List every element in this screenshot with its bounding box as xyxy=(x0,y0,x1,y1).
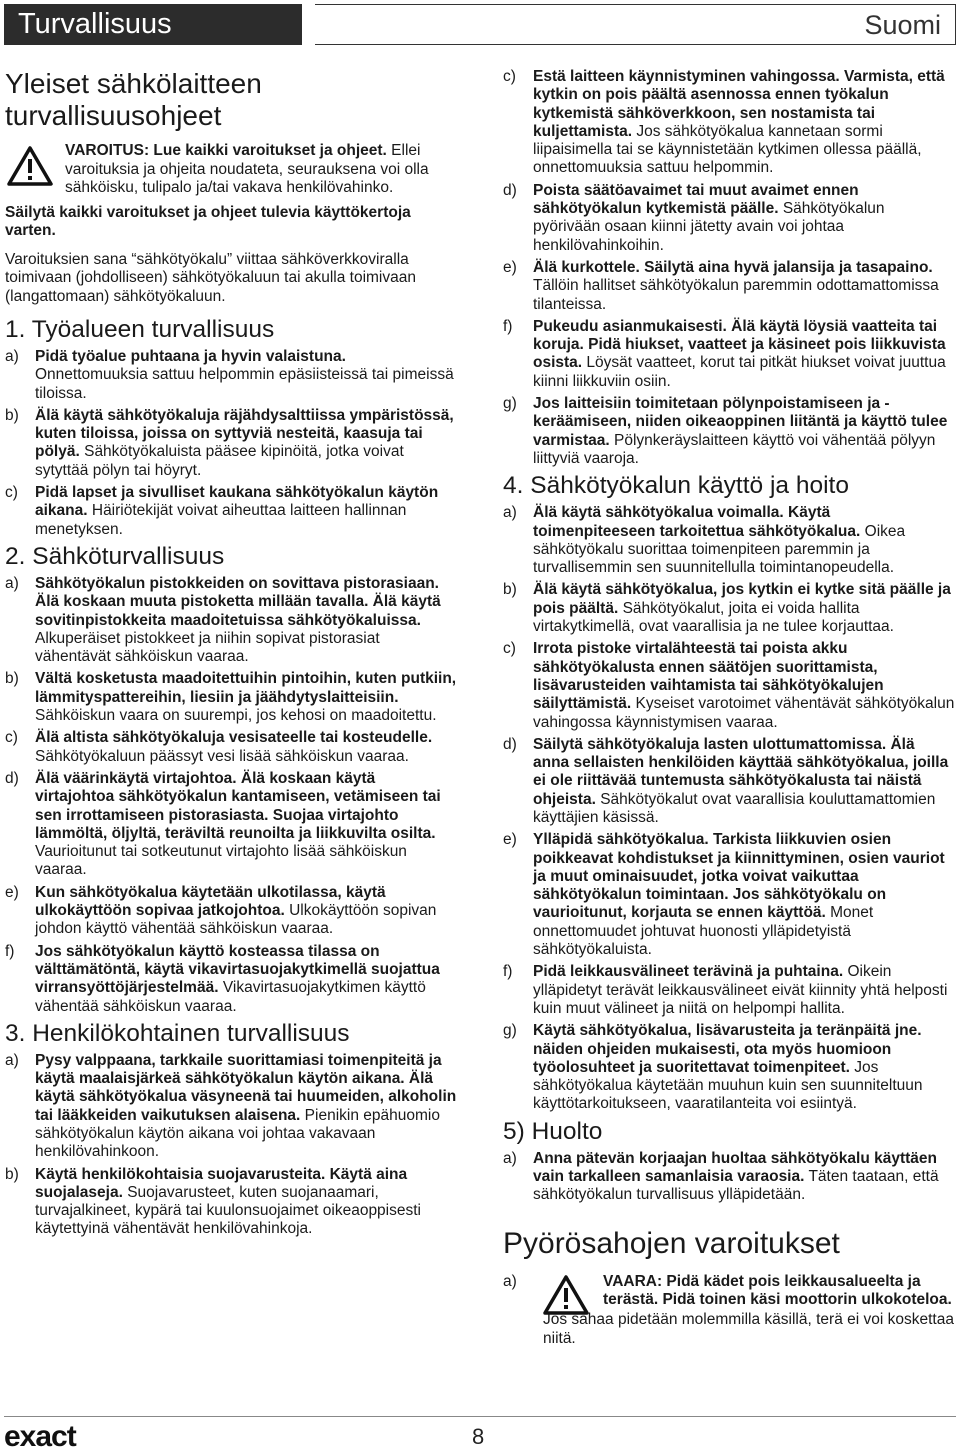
section-4-title: 4. Sähkötyökalun käyttö ja hoito xyxy=(503,472,849,500)
right-column xyxy=(503,68,955,1348)
list-item: c) Estä laitteen käynnistyminen vahingossa. Varmista, että kytkin on pois päältä asennossa ennen työkalun kytkemistä sähköverkkoon, sen nostamista tai kuljettamista. Jos sähkötyökalua kannetaan sormi liipaisimella tai se käynnistetään kytkimen ollessa päällä, onnettomuuksia sattuu helpommin. xyxy=(503,68,945,177)
list-item: d) Säilytä sähkötyökaluja lasten ulottumattomissa. Älä anna sellaisten henkilöiden käyttää sähkötyökalua, joilla ei ole riittävää tuntemusta sähkötyökalusta tai näistä ohjeista. Sähkötyökalut ovat vaarallisia kouluttamattomien käyttäjien käsissä. xyxy=(503,735,949,826)
saw-section-title: Pyörösahojen varoitukset xyxy=(503,1226,840,1260)
footer-divider xyxy=(4,1416,956,1417)
left-column xyxy=(5,68,457,1243)
warning-triangle-icon xyxy=(7,146,53,186)
list-item: a) Anna pätevän korjaajan huoltaa sähkötyökalu käyttäen vain tarkalleen samanlaisia varaosia. Täten taataan, että sähkötyökalun turvallisuus ylläpidetään. xyxy=(503,1149,939,1204)
section-5-title: 5) Huolto xyxy=(503,1117,603,1145)
list-item: e) Älä kurkottele. Säilytä aina hyvä jalansija ja tasapaino. Tällöin hallitset sähkötyökalun paremmin odottamattomissa tilanteissa. xyxy=(503,258,939,313)
page-number: 8 xyxy=(472,1424,485,1449)
list-item: e) Ylläpidä sähkötyökalua. Tarkista liikkuvien osien poikkeavat kohdistukset ja kiinnittyminen, osien vauriot ja muut ominaisuudet, jotka voivat vaikuttaa sähkötyökalun toimintaan. Jos sähkötyökalu on vaurioitunut, korjauta se ennen käyttöä. Monet onnettomuudet johtuvat huonosti ylläpidetyistä sähkötyökaluista. xyxy=(503,831,945,959)
list-item: c) Älä altista sähkötyökaluja vesisateelle tai kosteudelle. Sähkötyökaluun päässyt vesi lisää sähköiskun vaaraa. xyxy=(5,729,433,765)
list-item: a) Älä käytä sähkötyökalua voimalla. Käytä toimenpiteeseen tarkoitettua sähkötyökalua. Oikea sähkötyökalu suorittaa toimenpiteen paremmin ja turvallisemmin sen suunnitellulla toimintanopeudella. xyxy=(503,504,906,577)
list-item: a) Pysy valppaana, tarkkaile suorittamiasi toimenpiteitä ja käytä maalaisjärkeä sähkötyökalun käytön aikana. Älä käytä sähkötyökalua väsyneenä tai huumeiden, alkoholin tai lääkkeiden vaikutuksen alaisena. Pienikin epähuomio sähkötyökalun käytön aikana voi johtaa vakavaan henkilövahinkoon. xyxy=(5,1051,457,1161)
list-item: b) Älä käytä sähkötyökalua, jos kytkin ei kytke sitä päälle ja pois päältä. Sähkötyökalut, joita ei voida hallita virtakytkimellä, ovat vaarallisia ja ne tulee korjauttaa. xyxy=(503,581,951,636)
section-1-list xyxy=(5,348,457,539)
list-item: g) Jos laitteisiin toimitetaan pölynpoistamiseen ja -keräämiseen, niiden oikeaoppinen liitäntä ja käyttö tulee varmistaa. Pölynkeräyslaitteen käyttö voi vähentää pölyyn liittyviä vaaroja. xyxy=(503,395,948,467)
brand-logo: exact xyxy=(4,1420,76,1453)
list-item: d) Poista säätöavaimet tai muut avaimet ennen sähkötyökalun kytkemistä päälle. Sähkötyökalun pyörivään osaan kiinni jätetty avain voi johtaa henkilövahinkoihin. xyxy=(503,181,885,254)
saw-warning-label: a) xyxy=(503,1272,517,1290)
saw-warning xyxy=(503,1273,955,1348)
warning-text: Ellei varoituksia ja ohjeita noudateta, seurauksena voi olla sähköisku, tulipalo ja/tai vakava henkilövahinko. xyxy=(65,142,429,196)
saw-warning-text: Jos sahaa pidetään molemmilla käsillä, terä ei voi koskettaa niitä. xyxy=(543,1311,954,1347)
list-item: f) Jos sähkötyökalun käyttö kosteassa tilassa on välttämätöntä, käytä vikavirtasuojakytkimellä suojattua virransyöttöjärjestelmää. Vikavirtasuojakytkimen käyttö vähentää sähköiskun vaaraa. xyxy=(5,942,440,1015)
list-item: f) Pidä leikkausvälineet terävinä ja puhtaina. Oikein ylläpidetyt terävät leikkausvälineet eivät kiinnity yhtä helposti kuin muut välineet ja niitä on helpompi hallita. xyxy=(503,963,948,1017)
header-language: Suomi xyxy=(864,10,941,40)
list-item: b) Älä käytä sähkötyökaluja räjähdysalttiissa ympäristössä, kuten tiloissa, joissa on syttyviä nesteitä, kaasuja tai pölyä. Sähkötyökaluista pääsee kipinöitä, jotka voivat sytyttää pölyn tai höyryt. xyxy=(5,406,454,479)
list-item: c) Irrota pistoke virtalähteestä tai poista akku sähkötyökalusta ennen säätöjen suorittamista, lisävarusteiden vaihtamista tai sähkötyökalujen säilyttämistä. Kyseiset varotoimet vähentävät sähkötyökalun vahingossa käynnistymisen vaaraa. xyxy=(503,640,955,731)
list-item: b) Käytä henkilökohtaisia suojavarusteita. Käytä aina suojalaseja. Suojavarusteet, kuten suojanaamari, turvajalkineet, kypärä tai kuulonsuojaimet oikeaoppisesti käytettyinä vähentävät henkilövahinkoja. xyxy=(5,1165,421,1238)
list-item: g) Käytä sähkötyökalua, lisävarusteita ja teränpäitä jne. näiden ohjeiden mukaisesti, ota myös huomioon työolosuhteet ja suoritettavat toimenpiteet. Jos sähkötyökalua käytetään muuhun kuin sen suunniteltuun käyttötarkoitukseen, vaaratilanteita voi esiintyä. xyxy=(503,1022,923,1113)
section-3-title: 3. Henkilökohtainen turvallisuus xyxy=(5,1019,350,1047)
document-title: Yleiset sähkölaitteen turvallisuusohjeet xyxy=(5,68,262,131)
section-2-list xyxy=(5,575,457,1016)
section-2-title: 2. Sähköturvallisuus xyxy=(5,542,225,570)
list-item: d) Älä väärinkäytä virtajohtoa. Älä koskaan käytä virtajohtoa sähkötyökalun kantamiseen, vetämiseen tai sen irrottamiseen pistorasiasta. Suojaa virtajohto lämmöltä, öljyltä, teräviltä reunoilta ja liikkuvilta osilta. Vaurioitunut tai sotkeutunut virtajohto lisää sähköiskun vaaraa. xyxy=(5,769,441,879)
header-language-bar xyxy=(315,4,956,45)
term-note: Varoituksien sana “sähkötyökalu” viittaa sähköverkkoviralla toimivaan (johdolliseen) sähkötyökaluun tai akulla toimivaan (langattomaan) sähkötyökaluun. xyxy=(5,250,416,305)
list-item: c) Pidä lapset ja sivulliset kaukana sähkötyökalun käytön aikana. Häiriötekijät voivat aiheuttaa laitteen hallinnan menetyksen. xyxy=(5,484,439,538)
warning-bold: VAROITUS: Lue kaikki varoitukset ja ohjeet. xyxy=(65,142,387,159)
warning-block xyxy=(5,142,457,198)
section-3-list-right xyxy=(503,68,955,468)
section-1-title: 1. Työalueen turvallisuus xyxy=(5,316,275,343)
list-item: a) Sähkötyökalun pistokkeiden on sovittava pistorasiaan. Älä koskaan muuta pistoketta millään tavalla. Älä käytä sovitinpistokkeita maadoitetuissa sähkötyökaluissa. Alkuperäiset pistokkeet ja niihin sopivat pistorasiat vähentävät sähköiskun vaaraa. xyxy=(5,574,441,666)
section-4-list xyxy=(503,504,955,1114)
warning-triangle-icon xyxy=(543,1275,589,1315)
list-item: f) Pukeudu asianmukaisesti. Älä käytä löysiä vaatteita tai koruja. Pidä hiukset, vaatteet ja käsineet pois liikkuvista osista. Löysät vaatteet, korut tai pitkät hiukset voivat juuttua kiinni liikkuviin osiin. xyxy=(503,317,946,390)
header-title-bar xyxy=(4,4,302,45)
list-item: a) Pidä työalue puhtaana ja hyvin valaistuna. Onnettomuuksia sattuu helpommin epäsiisteissä tai pimeissä tiloissa. xyxy=(5,348,454,402)
list-item: b) Vältä kosketusta maadoitettuihin pintoihin, kuten putkiin, lämmityspattereihin, liesiin ja jäähdytyslaitteisiin. Sähköiskun vaara on suurempi, jos kehosi on maadoitettu. xyxy=(5,670,457,725)
section-5-list xyxy=(503,1150,955,1205)
saw-warning-bold: VAARA: Pidä kädet pois leikkausalueelta ja terästä. Pidä toinen käsi moottorin ulkokoteloa. xyxy=(603,1272,952,1308)
section-3-list-left xyxy=(5,1052,457,1239)
keep-note: Säilytä kaikki varoitukset ja ohjeet tulevia käyttökertoja varten. xyxy=(5,203,411,239)
header-title: Turvallisuus xyxy=(18,8,172,40)
list-item: e) Kun sähkötyökalua käytetään ulkotilassa, käytä ulkokäyttöön sopivaa jatkojohtoa. Ulkokäyttöön sopivan johdon käyttö vähentää sähköiskun vaaraa. xyxy=(5,883,437,938)
